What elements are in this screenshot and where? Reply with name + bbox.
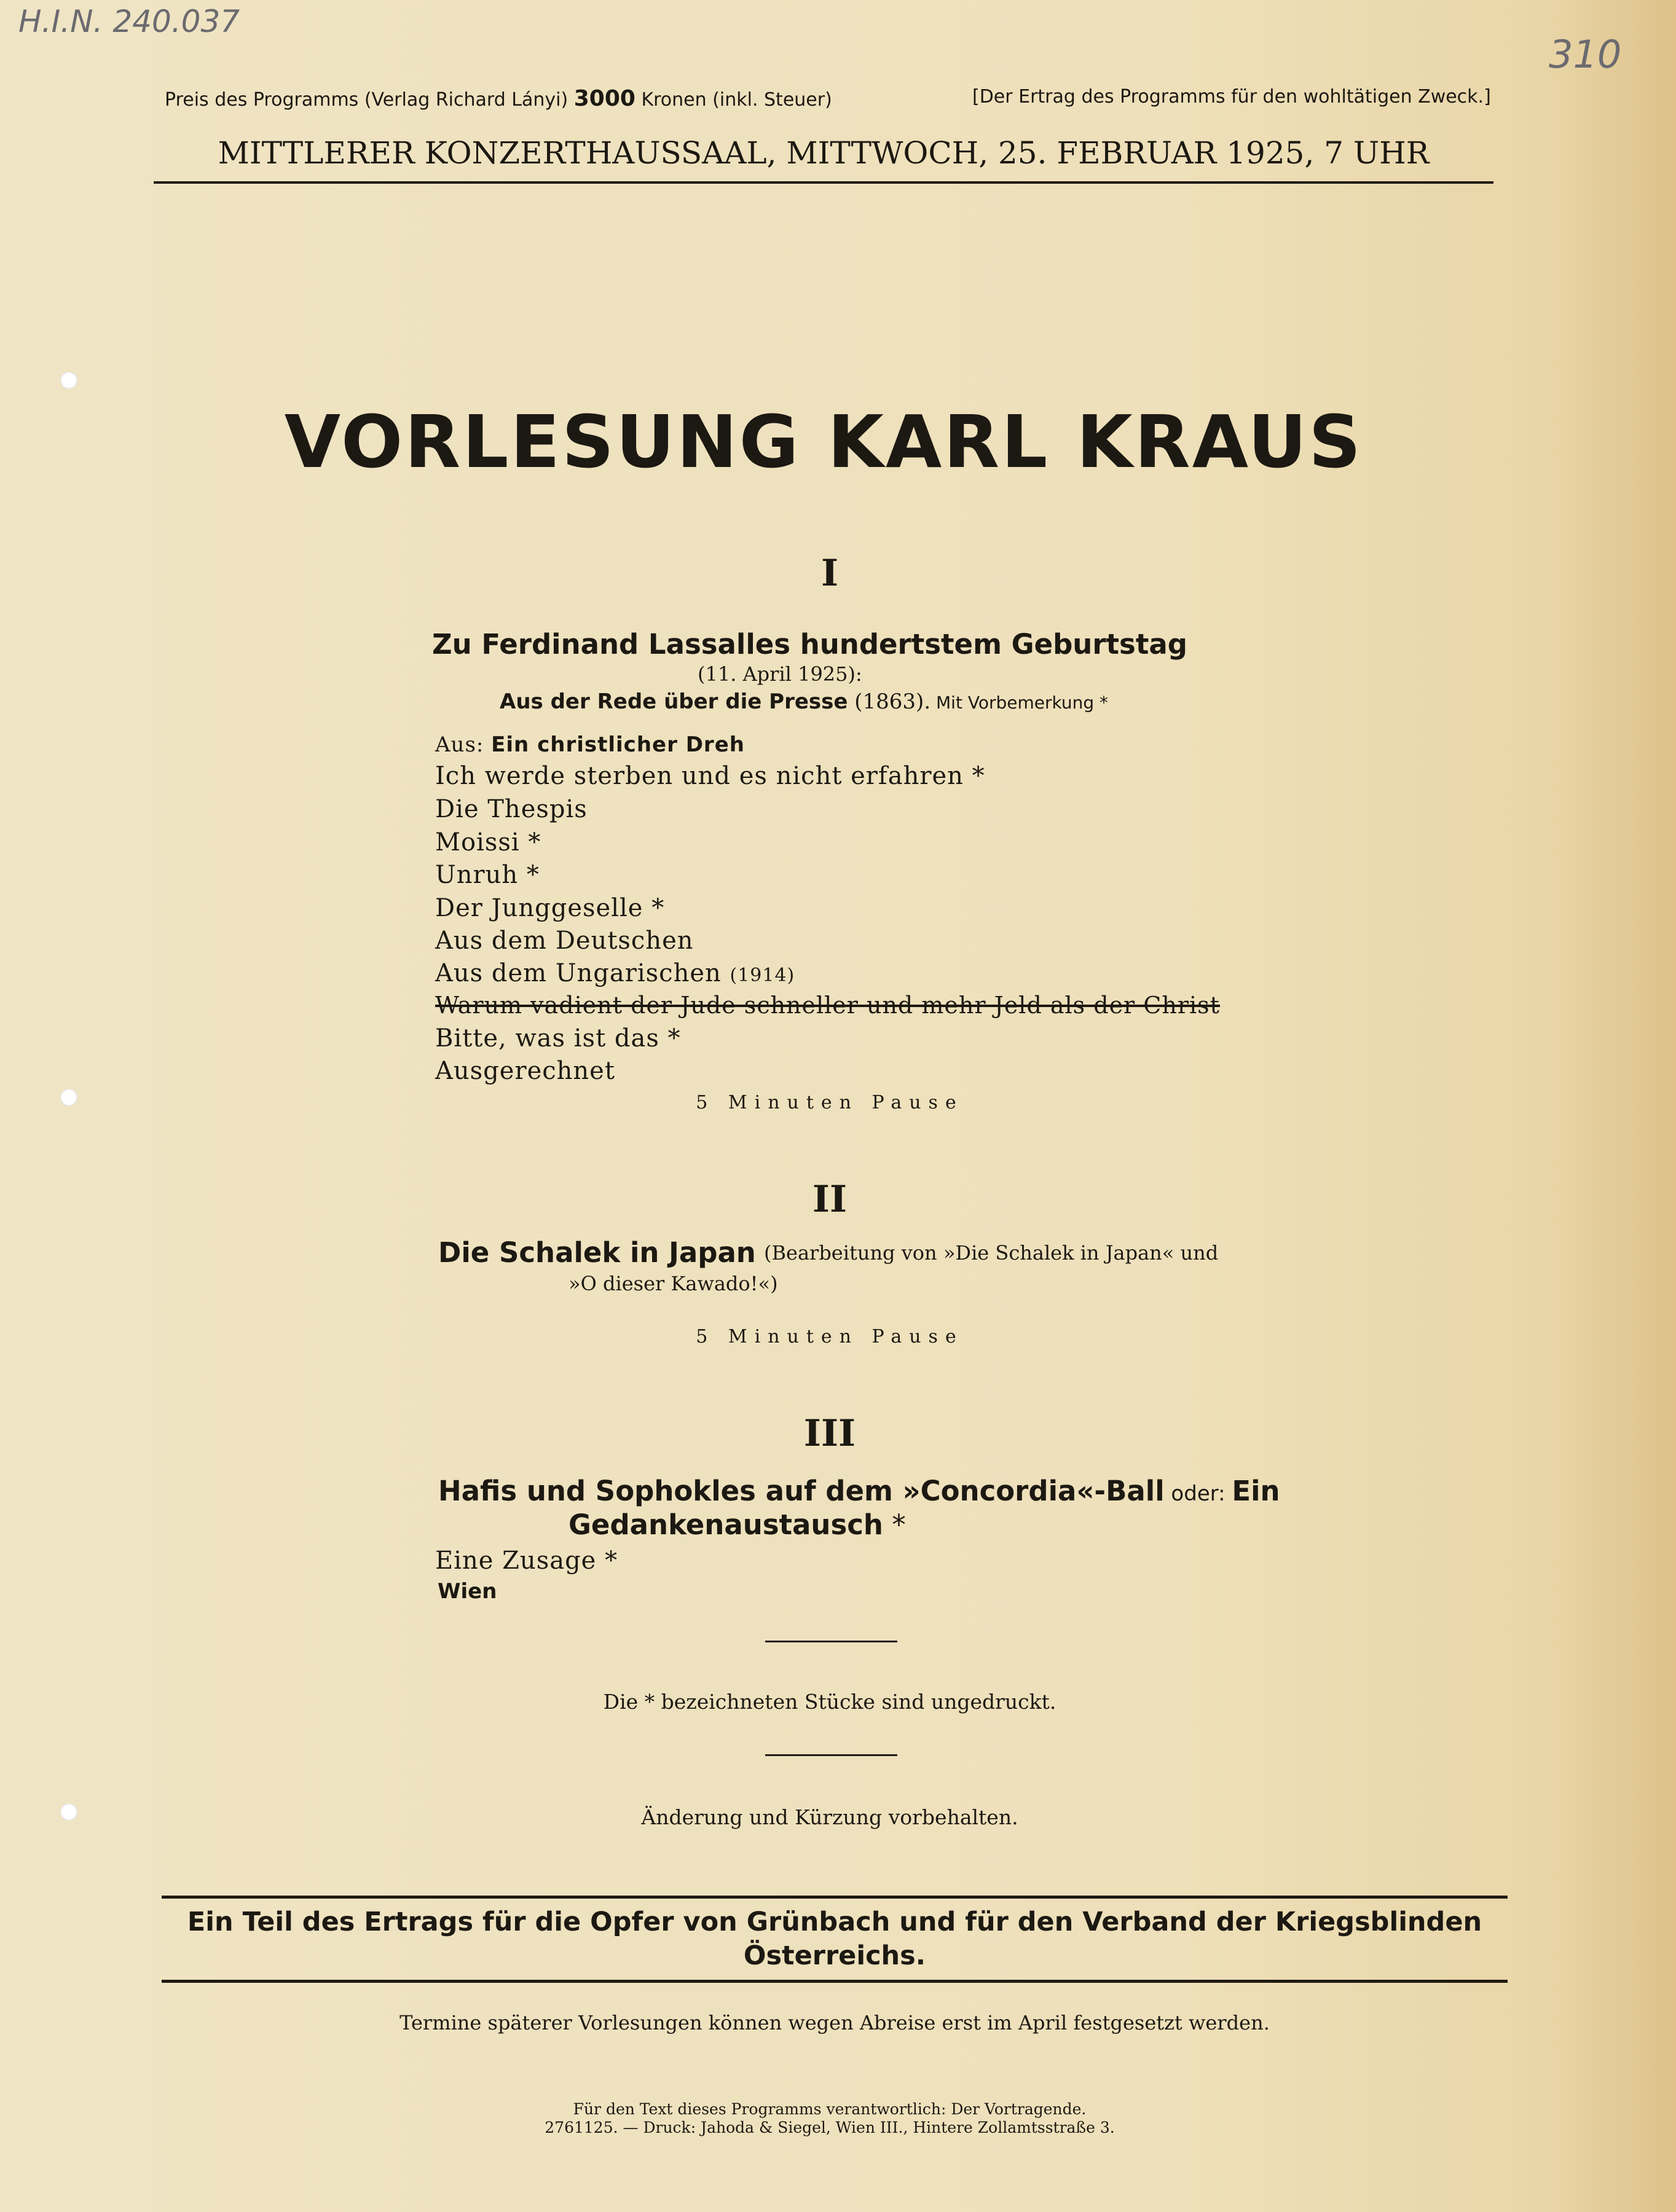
header-rule bbox=[154, 181, 1493, 184]
archive-signature: H.I.N. 240.037 bbox=[18, 4, 240, 39]
price-text-b: Kronen (inkl. Steuer) bbox=[635, 89, 832, 111]
part-2-heading: Die Schalek in Japan bbox=[438, 1236, 756, 1269]
proceeds-note: [Der Ertrag des Programms für den wohltätigen Zweck.] bbox=[972, 86, 1491, 108]
list-item-ungarisch bbox=[435, 959, 795, 987]
punch-hole bbox=[60, 372, 77, 389]
part-3-heading-line2 bbox=[569, 1508, 906, 1541]
aus-line bbox=[435, 732, 745, 757]
list-item: Aus dem Deutschen bbox=[435, 927, 694, 955]
archive-number: 310 bbox=[1549, 32, 1622, 77]
part-1-numeral: I bbox=[820, 552, 839, 595]
part-3-heading-a: Hafis und Sophokles auf dem »Concordia«-Ball bbox=[438, 1475, 1165, 1507]
part-1-date-note: (11. April 1925): bbox=[698, 662, 862, 686]
ungarisch-year: (1914) bbox=[730, 965, 795, 986]
future-dates-note: Termine späterer Vorlesungen können wegen Abreise erst im April festgesetzt werden. bbox=[399, 2011, 1270, 2034]
unprinted-note: Die * bezeichneten Stücke sind ungedruckt. bbox=[603, 1690, 1056, 1714]
struck-item: Warum vadient der Jude schneller und mehr Jeld als der Christ bbox=[435, 992, 1220, 1019]
encore-place: Wien bbox=[438, 1579, 497, 1604]
part-3-heading-2: Gedankenaustausch bbox=[569, 1508, 883, 1541]
price-line bbox=[165, 86, 832, 111]
aus-title: Ein christlicher Dreh bbox=[491, 732, 745, 757]
part-3-heading-b: Ein bbox=[1232, 1475, 1280, 1507]
page-title: VORLESUNG KARL KRAUS bbox=[284, 399, 1363, 484]
imprint-line1: Für den Text dieses Programms verantwortlich: Der Vortragende. bbox=[573, 2100, 1087, 2118]
short-rule bbox=[765, 1641, 897, 1642]
part-1-heading: Zu Ferdinand Lassalles hundertstem Geburtstag bbox=[432, 628, 1187, 661]
pause-1: 5 Minuten Pause bbox=[696, 1092, 964, 1113]
part-3-heading-star: * bbox=[883, 1508, 906, 1541]
imprint-line2: 2761125. — Druck: Jahoda & Siegel, Wien III., Hintere Zollamtsstraße 3. bbox=[545, 2119, 1115, 2136]
price-text-a: Preis des Programms (Verlag Richard Lányi) bbox=[165, 89, 574, 111]
charity-top-rule bbox=[162, 1896, 1508, 1899]
part-2-note-line2: »O dieser Kawado!«) bbox=[569, 1272, 778, 1295]
part-2-note-line1: (Bearbeitung von »Die Schalek in Japan« und bbox=[764, 1241, 1219, 1265]
charity-line2: Österreichs. bbox=[743, 1940, 926, 1971]
punch-hole bbox=[60, 1089, 77, 1106]
punch-hole bbox=[60, 1803, 77, 1821]
subheading-note: Mit Vorbemerkung * bbox=[930, 692, 1108, 713]
changes-note: Änderung und Kürzung vorbehalten. bbox=[641, 1805, 1018, 1829]
aus-prefix: Aus: bbox=[435, 732, 492, 757]
part-3-numeral: III bbox=[803, 1412, 856, 1455]
list-item: Ich werde sterben und es nicht erfahren * bbox=[435, 762, 985, 790]
charity-line1: Ein Teil des Ertrags für die Opfer von Grünbach und für den Verband der Kriegsblinden bbox=[187, 1907, 1482, 1937]
part-2-numeral: II bbox=[812, 1178, 848, 1221]
part-1-subheading bbox=[500, 689, 1108, 714]
encore: Eine Zusage * bbox=[435, 1547, 618, 1575]
list-item: Bitte, was ist das * bbox=[435, 1024, 681, 1053]
part-3-heading-line1 bbox=[438, 1475, 1280, 1507]
subheading-title: Aus der Rede über die Presse bbox=[500, 689, 848, 714]
list-item: Die Thespis bbox=[435, 795, 588, 823]
charity-bottom-rule bbox=[162, 1980, 1508, 1983]
pause-2: 5 Minuten Pause bbox=[696, 1326, 964, 1347]
price-amount: 3000 bbox=[573, 86, 635, 111]
list-item: Unruh * bbox=[435, 861, 540, 889]
part-3-heading-oder: oder: bbox=[1164, 1481, 1232, 1506]
short-rule bbox=[765, 1754, 897, 1756]
venue-line: MITTLERER KONZERTHAUSSAAL, MITTWOCH, 25. FEBRUAR 1925, 7 UHR bbox=[218, 135, 1430, 171]
list-item: Ausgerechnet bbox=[435, 1057, 615, 1085]
subheading-year: (1863). bbox=[848, 689, 931, 714]
list-item: Der Junggeselle * bbox=[435, 894, 665, 922]
list-item: Aus dem Ungarischen bbox=[435, 959, 722, 987]
list-item: Moissi * bbox=[435, 828, 541, 857]
